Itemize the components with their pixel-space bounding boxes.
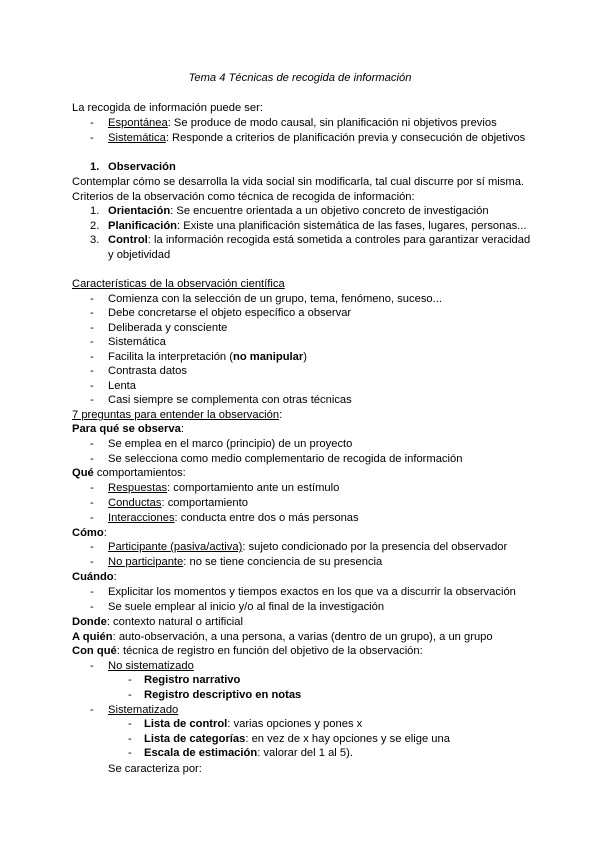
- subheading: 7 preguntas para entender la observación:: [72, 409, 283, 421]
- question-heading: Cuándo:: [72, 571, 117, 583]
- intro-text: La recogida de información puede ser:: [72, 102, 263, 114]
- question-heading: A quién: auto-observación, a una persona, a varias (dentro de un grupo), a un grupo: [72, 631, 493, 643]
- question-heading: Cómo:: [72, 527, 107, 539]
- paragraph: Se caracteriza por:: [108, 763, 202, 775]
- subheading: Características de la observación científica: [72, 278, 285, 290]
- numbered-item-continuation: y objetividad: [108, 249, 171, 261]
- document-page: Tema 4 Técnicas de recogida de información La recogida de información puede ser: - Espontánea: Se produce de modo causal, sin planificación ni objetivos previos - Sistemática: Responde a criterios de planificación previa y consecución de objetivos 1. Observación Contemplar cómo se desarrolla la vida social sin modificarla, tal cual discurre por sí misma. Criterios de la observación como técnica de recogida de información: 1. Orientación: Se encuentre orientada a un objetivo concreto de investigación 2. Planificación: Existe una planificación sistemática de las fases, lugares, personas... 3. Control: la información recogida está sometida a controles para garantizar veracidad y objetividad Características de la observación científica - Comienza con la selección de un grupo, tema, fenómeno, suceso... - Debe concretarse el objeto específico a observar - Deliberada y consciente - Sistemática - Facilita la interpretación (no manipular) - Contrasta datos - Lenta - Casi siempre se complementa con otras técnicas 7 preguntas para entender la observación: Para qué se observa: - Se emplea en el marco (principio) de un proyecto - Se selecciona como medio complementario de recogida de información Qué comportamientos: - Respuestas: comportamiento ante un estímulo - Conductas: comportamiento - Interacciones: conducta entre dos o más personas Cómo: - Participante (pasiva/activa): sujeto condicionado por la presencia del observador - No participante: no se tiene conciencia de su presencia Cuándo: - Explicitar los momentos y tiempos exactos en los que va a discurrir la observación - Se suele emplear al inicio y/o al final de la investigación Donde: contexto natural o artificial A quién: auto-observación, a una persona, a varias (dentro de un grupo), a un grupo Con qué: técnica de registro en función del objetivo de la observación: - No sistematizado - Registro narrativo - Registro descriptivo en notas - Sistematizado - Lista de control: varias opciones y pones x - Lista de categorías: en vez de x hay opciones y se elige una - Escala de estimación: valorar del 1 al 5). Se caracteriza por:: [0, 0, 600, 848]
- bullet-dash: -: [90, 132, 94, 144]
- paragraph: Criterios de la observación como técnica de recogida de información:: [72, 191, 415, 203]
- document-title: Tema 4 Técnicas de recogida de información: [188, 72, 412, 84]
- question-heading: Donde: contexto natural o artificial: [72, 616, 243, 628]
- bullet-dash: -: [90, 117, 94, 129]
- question-heading: Con qué: técnica de registro en función del objetivo de la observación:: [72, 645, 423, 657]
- question-heading: Para qué se observa:: [72, 423, 184, 435]
- paragraph: Contemplar cómo se desarrolla la vida social sin modificarla, tal cual discurre por sí misma.: [72, 176, 525, 188]
- question-heading: Qué comportamientos:: [72, 467, 186, 479]
